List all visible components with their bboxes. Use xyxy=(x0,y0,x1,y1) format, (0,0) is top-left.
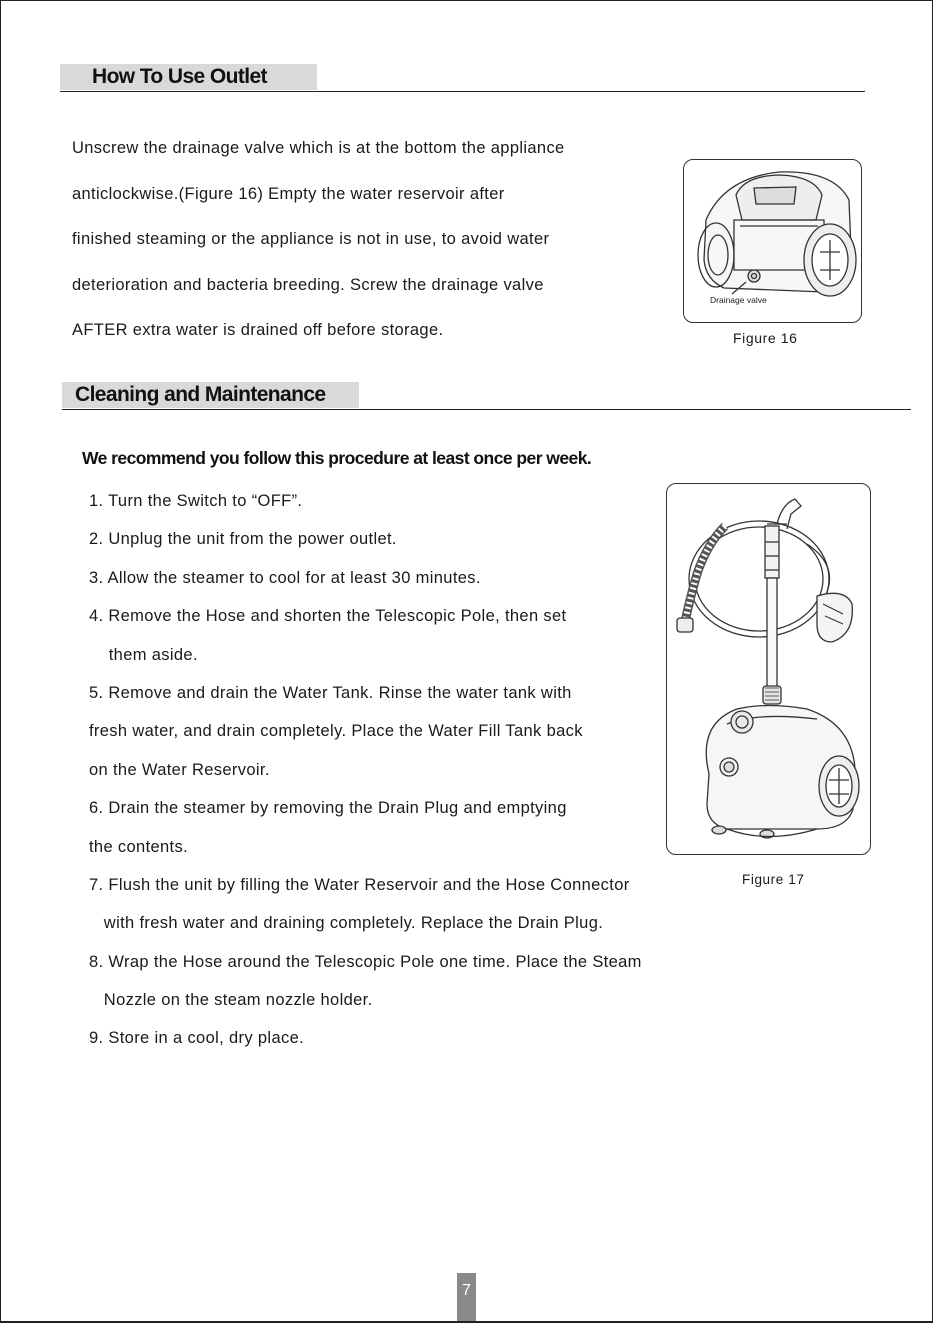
text-line: AFTER extra water is drained off before storage. xyxy=(72,321,444,339)
step-line: 4. Remove the Hose and shorten the Telescopic Pole, then set xyxy=(89,607,567,626)
figure-17-garment-steamer xyxy=(666,483,871,855)
figure-16-caption: Figure 16 xyxy=(733,330,798,346)
garment-steamer-illustration xyxy=(667,484,870,854)
section-title: Cleaning and Maintenance xyxy=(62,382,359,408)
section-rule xyxy=(60,91,865,92)
step-line: 2. Unplug the unit from the power outlet. xyxy=(89,530,397,549)
step-line: 9. Store in a cool, dry place. xyxy=(89,1029,305,1048)
text-line: anticlockwise.(Figure 16) Empty the water reservoir after xyxy=(72,184,505,203)
text-line: deterioration and bacteria breeding. Screw the drainage valve xyxy=(72,275,544,294)
section-header-cleaning xyxy=(62,382,911,410)
text-line: Unscrew the drainage valve which is at the bottom the appliance xyxy=(72,139,565,157)
figure-17-caption: Figure 17 xyxy=(742,872,805,887)
cleaning-steps xyxy=(89,491,642,1067)
section-rule xyxy=(62,409,911,410)
step-line: with fresh water and draining completely. Replace the Drain Plug. xyxy=(89,914,604,933)
step-line: Nozzle on the steam nozzle holder. xyxy=(89,991,373,1010)
figure-16-drainage-valve xyxy=(683,159,862,323)
outlet-paragraph xyxy=(72,138,565,366)
step-line: 3. Allow the steamer to cool for at least 30 minutes. xyxy=(89,568,481,587)
step-line: on the Water Reservoir. xyxy=(89,760,270,779)
step-line: 5. Remove and drain the Water Tank. Rinse the water tank with xyxy=(89,683,572,702)
step-line: 1. Turn the Switch to “OFF”. xyxy=(89,492,303,510)
step-line: fresh water, and drain completely. Place the Water Fill Tank back xyxy=(89,722,583,741)
steamer-base-illustration xyxy=(684,160,861,322)
page-number: 7 xyxy=(457,1273,476,1321)
section-header-outlet xyxy=(60,64,865,92)
step-line: them aside. xyxy=(89,645,198,664)
step-line: 8. Wrap the Hose around the Telescopic Pole one time. Place the Steam xyxy=(89,952,642,971)
step-line: the contents. xyxy=(89,837,189,856)
section-title: How To Use Outlet xyxy=(60,64,317,90)
text-line: finished steaming or the appliance is not in use, to avoid water xyxy=(72,230,550,248)
step-line: 7. Flush the unit by filling the Water Reservoir and the Hose Connector xyxy=(89,875,630,894)
recommendation-text: We recommend you follow this procedure at least once per week. xyxy=(82,448,592,468)
figure-label: Drainage valve xyxy=(710,295,767,305)
step-line: 6. Drain the steamer by removing the Drain Plug and emptying xyxy=(89,799,567,818)
